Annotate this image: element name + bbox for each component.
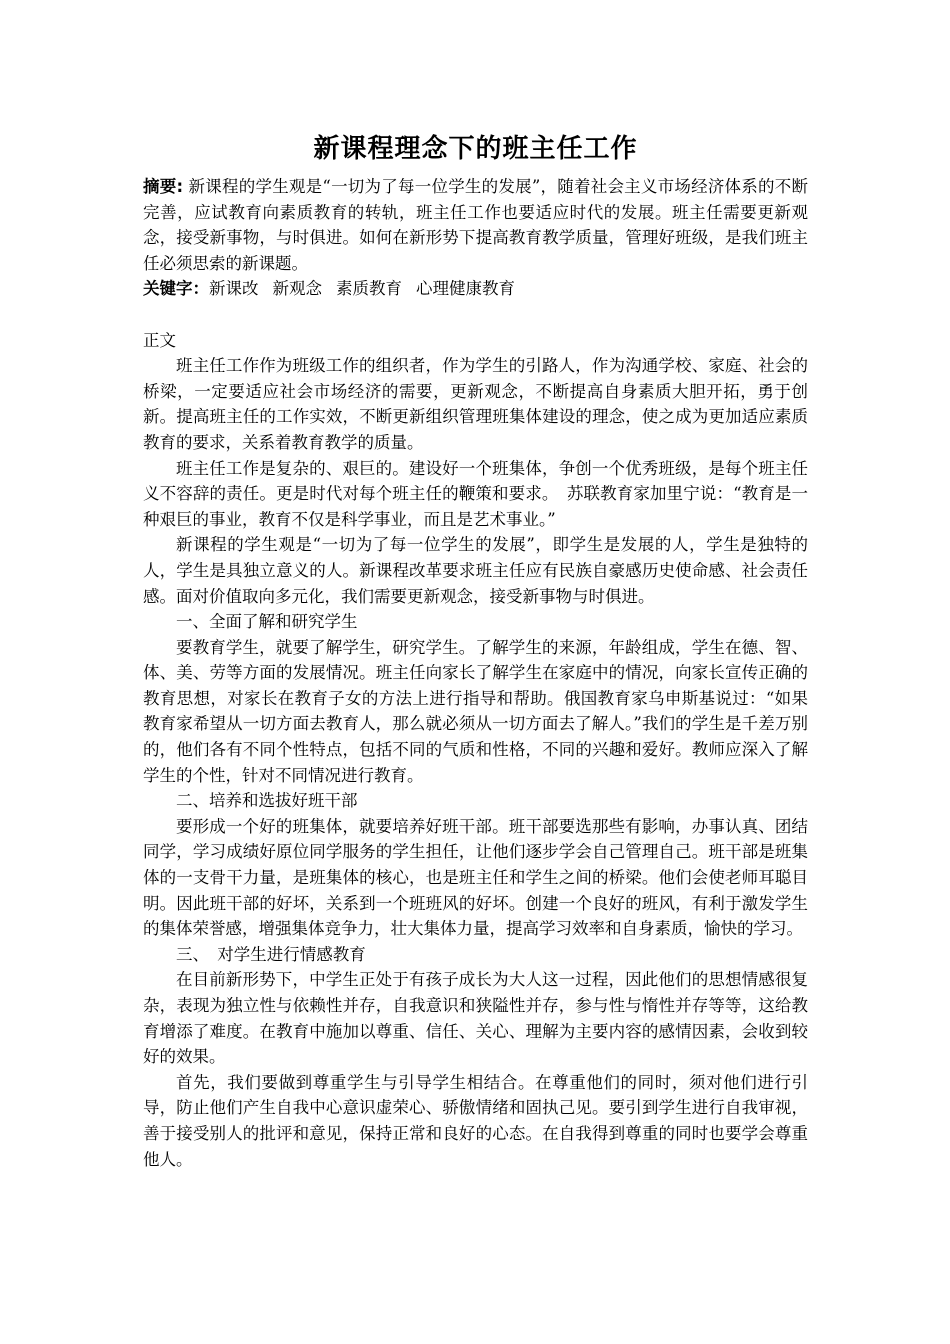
document-page — [143, 128, 808, 1172]
body-label: 正文 — [143, 330, 176, 350]
keywords — [143, 276, 808, 302]
abstract — [143, 174, 808, 276]
body-paragraph: 首先，我们要做到尊重学生与引导学生相结合。在尊重他们的同时，须对他们进行引导，防止他们产生自我中心意识虚荣心、骄傲情绪和固执己见。要引到学生进行自我审视，善于接受别人的批评和意见，保持正常和良好的心态。在自我得到尊重的同时也要学会尊重他人。 — [143, 1072, 808, 1169]
body-paragraph: 要教育学生，就要了解学生，研究学生。了解学生的来源，年龄组成，学生在德、智、体、美、劳等方面的发展情况。班主任向家长了解学生在家庭中的情况，向家长宣传正确的教育思想，对家长在教育子女的方法上进行指导和帮助。俄国教育家乌申斯基说过：“如果教育家希望从一切方面去教育人，那么就必须从一切方面去了解人。”我们的学生是千差万别的，他们各有不同个性特点，包括不同的气质和性格，不同的兴趣和爱好。教师应深入了解学生的个性，针对不同情况进行教育。 — [143, 637, 808, 785]
body-paragraph: 要形成一个好的班集体，就要培养好班干部。班干部要选那些有影响，办事认真、团结同学，学习成绩好原位同学服务的学生担任，让他们逐步学会自己管理自己。班干部是班集体的一支骨干力量，是班集体的核心，也是班主任和学生之间的桥梁。他们会使老师耳聪目明。因此班干部的好坏，关系到一个班班风的好坏。创建一个良好的班风，有利于激发学生的集体荣誉感，增强集体竞争力，壮大集体力量，提高学习效率和自身素质，愉快的学习。 — [143, 816, 808, 939]
section-heading: 三、 对学生进行情感教育 — [176, 944, 366, 964]
body-paragraph: 班主任工作作为班级工作的组织者，作为学生的引路人，作为沟通学校、家庭、社会的桥梁，一定要适应社会市场经济的需要，更新观念，不断提高自身素质大胆开拓，勇于创新。提高班主任的工作实效，不断更新组织管理班集体建设的理念，使之成为更加适应素质教育的要求，关系着教育教学的质量。 — [143, 356, 808, 452]
body-paragraph: 新课程的学生观是“一切为了每一位学生的发展”，即学生是发展的人，学生是独特的人，学生是具独立意义的人。新课程改革要求班主任应有民族自豪感历史使命感、社会责任感。面对价值取向多元化，我们需要更新观念，接受新事物与时俱进。 — [143, 535, 808, 606]
keyword: 新课改 — [209, 279, 259, 299]
section-heading: 二、培养和选拔好班干部 — [176, 791, 358, 811]
keyword: 心理健康教育 — [416, 279, 515, 299]
keywords-label: 关键字： — [143, 279, 209, 299]
abstract-text: 新课程的学生观是“一切为了每一位学生的发展”，随着社会主义市场经济体系的不断完善，应试教育向素质教育的转轨，班主任工作也要适应时代的发展。班主任需要更新观念，接受新事物，与时俱进。如何在新形势下提高教育教学质量，管理好班级，是我们班主任必须思索的新课题。 — [143, 177, 808, 273]
abstract-label: 摘要: — [143, 177, 184, 196]
section-heading: 一、全面了解和研究学生 — [176, 612, 358, 632]
body-paragraph: 班主任工作是复杂的、艰巨的。建设好一个班集体，争创一个优秀班级，是每个班主任义不容辞的责任。更是时代对每个班主任的鞭策和要求。 苏联教育家加里宁说：“教育是一种艰巨的事业，教育不仅是科学事业，而且是艺术事业。” — [143, 458, 808, 529]
body-paragraph: 在目前新形势下，中学生正处于有孩子成长为大人这一过程，因此他们的思想情感很复杂，表现为独立性与依赖性并存，自我意识和狭隘性并存，参与性与惰性并存等等，这给教育增添了难度。在教育中施加以尊重、信任、关心、理解为主要内容的感情因素，会收到较好的效果。 — [143, 970, 808, 1067]
document-title: 新课程理念下的班主任工作 — [313, 134, 638, 164]
keyword: 新观念 — [272, 279, 322, 299]
blank-line — [143, 302, 808, 328]
keyword: 素质教育 — [336, 279, 402, 299]
